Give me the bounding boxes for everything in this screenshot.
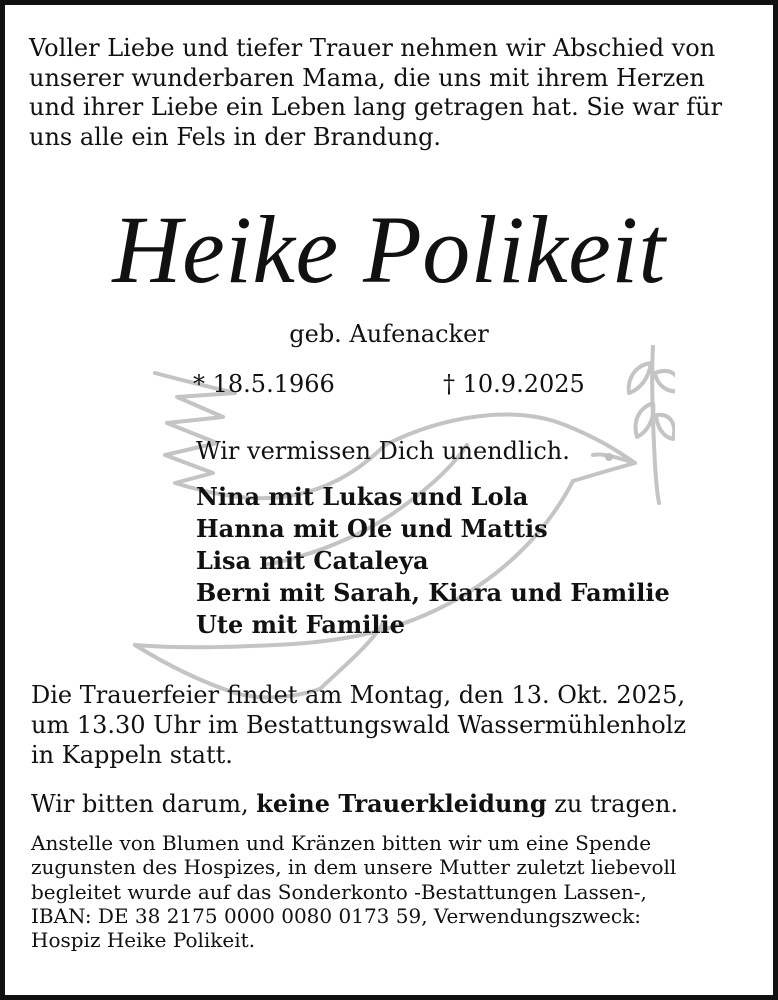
donation-text xyxy=(31,831,761,952)
donation-line: zugunsten des Hospizes, in dem unsere Mutter zuletzt liebevoll xyxy=(31,855,677,880)
family-member: Ute mit Familie xyxy=(196,610,405,639)
intro-line: unserer wunderbaren Mama, die uns mit ihrem Herzen xyxy=(29,63,705,92)
donation-line: Anstelle von Blumen und Kränzen bitten wir um eine Spende xyxy=(31,831,652,855)
dress-request-end: zu tragen. xyxy=(554,790,679,818)
family-member: Berni mit Sarah, Kiara und Familie xyxy=(196,578,670,607)
ceremony-text xyxy=(31,680,751,770)
intro-text xyxy=(29,34,759,152)
donation-line: IBAN: DE 38 2175 0000 0080 0173 59, Verwendungszweck: xyxy=(31,903,641,928)
miss-line: Wir vermissen Dich unendlich. xyxy=(196,437,570,465)
family-member: Lisa mit Cataleya xyxy=(196,546,429,575)
intro-line: uns alle ein Fels in der Brandung. xyxy=(29,122,442,151)
death-date: † 10.9.2025 xyxy=(443,370,585,398)
ceremony-line: Die Trauerfeier findet am Montag, den 13. Okt. 2025, xyxy=(31,681,686,709)
donation-line: Hospiz Heike Polikeit. xyxy=(31,928,256,953)
intro-line: Voller Liebe und tiefer Trauer nehmen wir Abschied von xyxy=(29,34,716,62)
family-member: Nina mit Lukas und Lola xyxy=(196,482,529,511)
family-member: Hanna mit Ole und Mattis xyxy=(196,514,548,543)
family-list xyxy=(196,481,756,641)
intro-line: und ihrer Liebe ein Leben lang getragen hat. Sie war für xyxy=(29,93,723,121)
deceased-name: Heike Polikeit xyxy=(112,196,666,303)
dress-request-start: Wir bitten darum, xyxy=(31,790,249,818)
donation-line: begleitet wurde auf das Sonderkonto -Bestattungen Lassen-, xyxy=(31,879,647,904)
ceremony-line: in Kappeln statt. xyxy=(31,741,233,769)
ceremony-line: um 13.30 Uhr im Bestattungswald Wassermühlenholz xyxy=(31,711,686,739)
maiden-name: geb. Aufenacker xyxy=(289,320,489,348)
dress-request-emphasis: keine Trauerkleidung xyxy=(256,789,547,818)
birth-date: * 18.5.1966 xyxy=(193,370,335,398)
dress-request xyxy=(31,789,761,819)
